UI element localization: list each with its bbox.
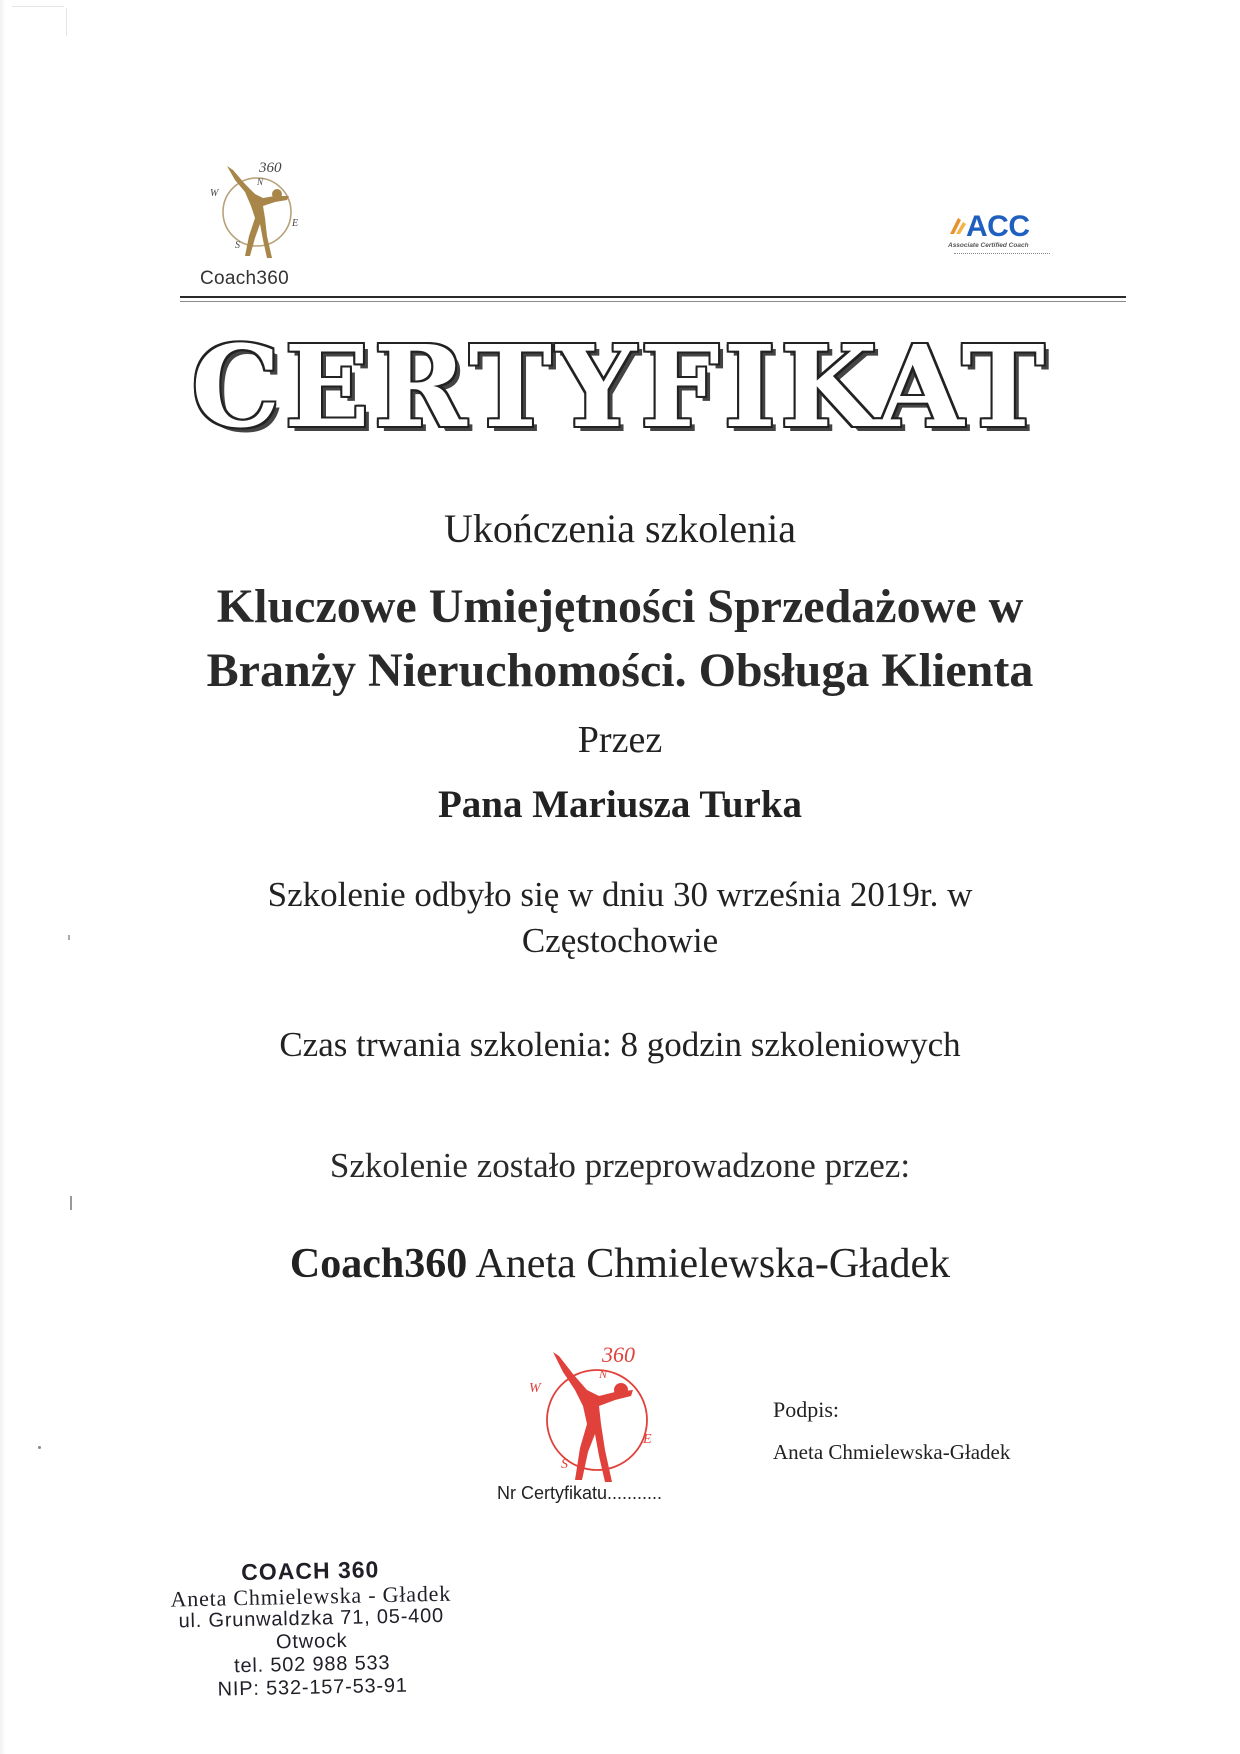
scan-edge-mark: [66, 8, 67, 36]
compass-number: 360: [259, 160, 282, 176]
training-date-line-2: Częstochowie: [521, 921, 719, 960]
signature-label: Podpis:: [773, 1397, 840, 1422]
stamp-w: W: [529, 1381, 541, 1396]
by-label: Przez: [577, 719, 663, 761]
acc-wordmark: ACC: [966, 210, 1030, 243]
brand-caption: Coach360: [200, 268, 290, 289]
acc-tagline: Associate Certified Coach: [948, 242, 1029, 249]
certificate-subtitle: Ukończenia szkolenia: [443, 506, 797, 551]
stamp-number: 360: [602, 1342, 635, 1367]
acc-logo: [948, 212, 1060, 262]
scan-speck: [38, 1446, 41, 1449]
stamp-s: S: [561, 1457, 568, 1472]
course-name: [0, 575, 1240, 703]
trainer: [0, 1240, 1240, 1288]
coach360-compass-logo: [205, 158, 309, 268]
certificate-number-label: Nr Certyfikatu...........: [497, 1483, 663, 1503]
acc-underline: [954, 253, 1050, 255]
compass-e: E: [292, 218, 299, 229]
coach360-stamp-logo: [525, 1340, 670, 1490]
scan-speck: [70, 1196, 72, 1210]
company-nip: NIP: 532-157-53-91: [217, 1674, 408, 1701]
signature-name: Aneta Chmielewska-Gładek: [773, 1440, 1011, 1464]
company-name: COACH 360: [240, 1556, 380, 1586]
training-date: [0, 872, 1240, 964]
participant-name: Pana Mariusza Turka: [437, 783, 803, 826]
course-name-line-1: Kluczowe Umiejętności Sprzedażowe w: [216, 580, 1024, 633]
trainer-brand: Coach360: [289, 1241, 468, 1287]
compass-n: N: [257, 177, 264, 187]
acc-swoosh-icon: [948, 214, 968, 236]
training-date-line-1: Szkolenie odbyło się w dniu 30 września 2019r. w: [267, 875, 973, 914]
company-address: ul. Grunwaldzka 71, 05-400 Otwock: [178, 1604, 445, 1654]
stamp-n: N: [599, 1367, 608, 1381]
conducted-by-label: Szkolenie zostało przeprowadzone przez:: [329, 1146, 911, 1185]
scan-edge-top: [12, 6, 64, 7]
company-phone: tel. 502 988 533: [233, 1651, 391, 1678]
trainer-name: Aneta Chmielewska-Gładek: [475, 1241, 951, 1287]
certificate-title: CERTYFIKAT: [191, 322, 1049, 453]
training-duration: Czas trwania szkolenia: 8 godzin szkoleniowych: [279, 1025, 961, 1064]
company-person: Aneta Chmielewska - Gładek: [170, 1580, 452, 1612]
company-stamp: [150, 1553, 473, 1703]
course-name-line-2: Branży Nieruchomości. Obsługa Klienta: [206, 644, 1034, 697]
header-rule: [180, 296, 1126, 298]
stamp-e: E: [643, 1432, 652, 1447]
header-rule-thin: [180, 301, 1126, 302]
compass-s: S: [235, 240, 240, 251]
compass-w: W: [210, 188, 219, 199]
